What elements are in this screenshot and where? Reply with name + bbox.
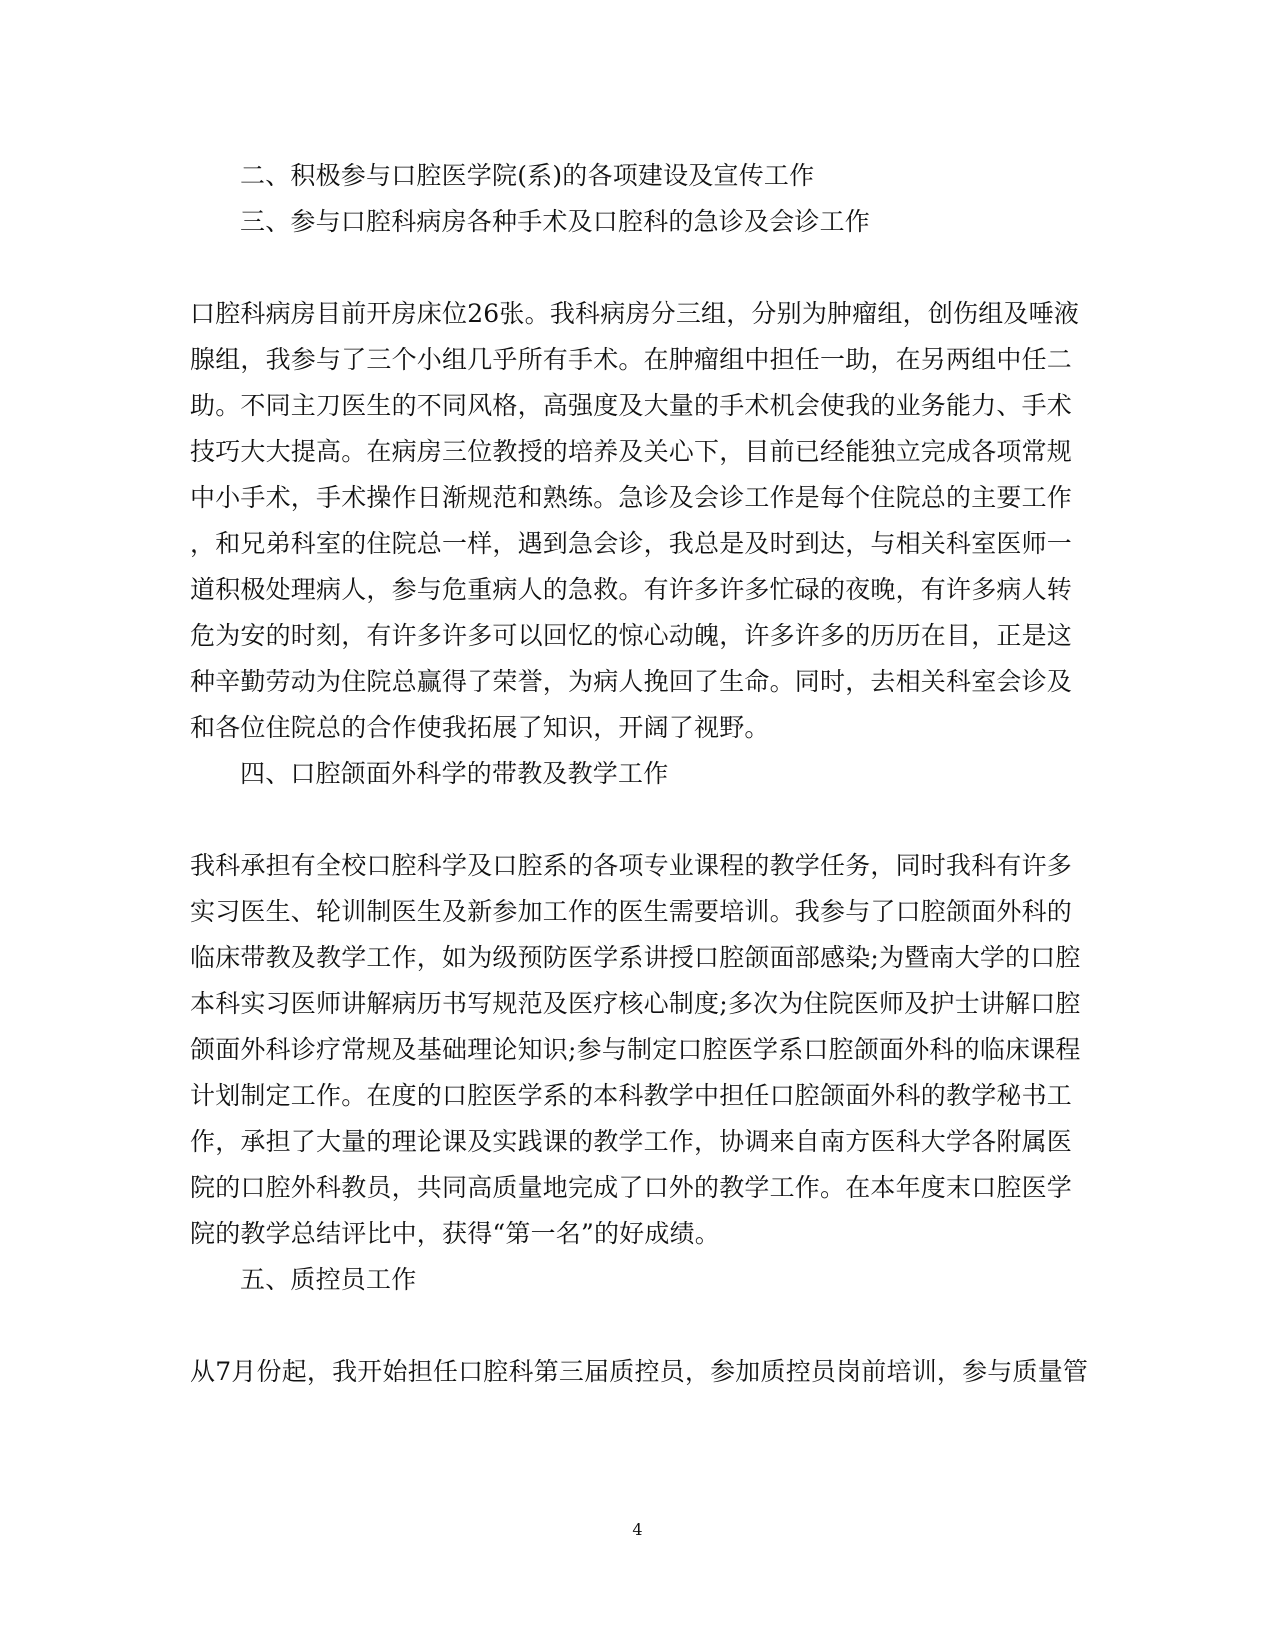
paragraph-line: 本科实习医师讲解病历书写规范及医疗核心制度;多次为住院医师及护士讲解口腔 (190, 989, 1081, 1018)
paragraph-line: 腺组，我参与了三个小组几乎所有手术。在肿瘤组中担任一助，在另两组中任二 (190, 345, 1073, 374)
paragraph-line: 颌面外科诊疗常规及基础理论知识;参与制定口腔医学系口腔颌面外科的临床课程 (190, 1035, 1081, 1064)
paragraph-line: 和各位住院总的合作使我拓展了知识，开阔了视野。 (190, 713, 770, 742)
paragraph-line: 临床带教及教学工作，如为级预防医学系讲授口腔颌面部感染;为暨南大学的口腔 (190, 943, 1081, 972)
section-heading-5: 五、质控员工作 (240, 1265, 417, 1294)
section-heading-2: 二、积极参与口腔医学院(系)的各项建设及宣传工作 (240, 161, 815, 190)
page-number: 4 (632, 1520, 643, 1539)
paragraph-line: 作，承担了大量的理论课及实践课的教学工作，协调来自南方医科大学各附属医 (190, 1127, 1073, 1156)
section-heading-3: 三、参与口腔科病房各种手术及口腔科的急诊及会诊工作 (240, 207, 871, 236)
paragraph-line: 道积极处理病人，参与危重病人的急救。有许多许多忙碌的夜晚，有许多病人转 (190, 575, 1073, 604)
paragraph-line: 中小手术，手术操作日渐规范和熟练。急诊及会诊工作是每个住院总的主要工作 (190, 483, 1073, 512)
paragraph-line: 我科承担有全校口腔科学及口腔系的各项专业课程的教学任务，同时我科有许多 (190, 851, 1073, 880)
paragraph-line: 院的口腔外科教员，共同高质量地完成了口外的教学工作。在本年度末口腔医学 (190, 1173, 1073, 1202)
paragraph-line: 种辛勤劳动为住院总赢得了荣誉，为病人挽回了生命。同时，去相关科室会诊及 (190, 667, 1073, 696)
paragraph-line: 实习医生、轮训制医生及新参加工作的医生需要培训。我参与了口腔颌面外科的 (190, 897, 1073, 926)
section-heading-4: 四、口腔颌面外科学的带教及教学工作 (240, 759, 669, 788)
paragraph-line: 从7月份起，我开始担任口腔科第三届质控员，参加质控员岗前培训，参与质量管 (190, 1357, 1089, 1386)
paragraph-line: 口腔科病房目前开房床位26张。我科病房分三组，分别为肿瘤组，创伤组及唾液 (190, 299, 1080, 328)
paragraph-line: 助。不同主刀医生的不同风格，高强度及大量的手术机会使我的业务能力、手术 (190, 391, 1073, 420)
paragraph-line: 技巧大大提高。在病房三位教授的培养及关心下，目前已经能独立完成各项常规 (190, 437, 1073, 466)
paragraph-line: 院的教学总结评比中，获得“第一名”的好成绩。 (190, 1219, 720, 1248)
paragraph-line: 危为安的时刻，有许多许多可以回忆的惊心动魄，许多许多的历历在目，正是这 (190, 621, 1073, 650)
paragraph-line: 计划制定工作。在度的口腔医学系的本科教学中担任口腔颌面外科的教学秘书工 (190, 1081, 1073, 1110)
paragraph-line: ，和兄弟科室的住院总一样，遇到急会诊，我总是及时到达，与相关科室医师一 (190, 529, 1073, 558)
